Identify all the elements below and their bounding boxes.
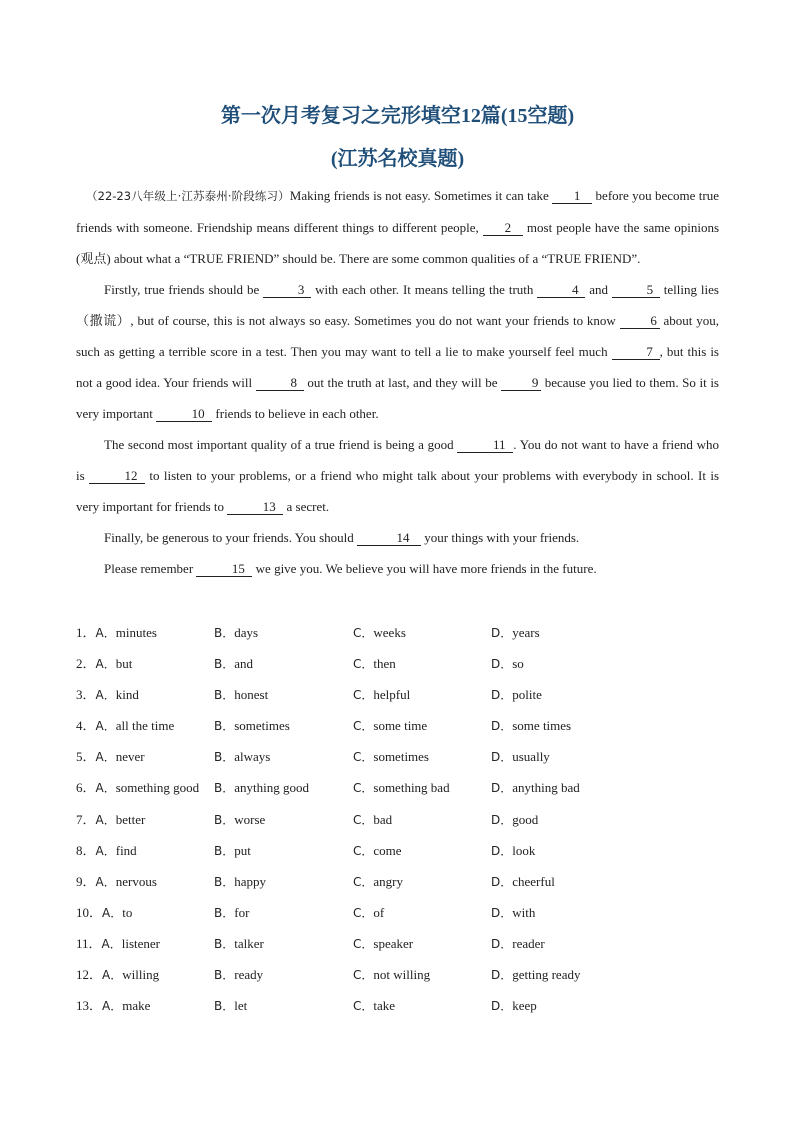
option-letter: C． [353,719,374,734]
option-a[interactable] [76,959,159,991]
option-b[interactable] [214,710,290,742]
option-d[interactable] [491,897,535,929]
question-row [76,617,719,648]
option-text: come [373,842,402,858]
option-text: of [373,904,385,920]
blank-12: 12 [89,468,145,484]
option-text: willing [122,967,160,983]
option-letter: B． [214,781,235,796]
option-c[interactable] [353,990,395,1022]
option-text: getting ready [512,967,581,983]
option-letter: D． [491,936,513,951]
option-letter: C． [353,781,374,796]
option-text: not willing [373,967,431,983]
option-text: then [373,656,396,672]
option-text: keep [512,998,537,1014]
option-letter: D． [491,781,513,796]
option-a[interactable] [76,990,150,1022]
option-d[interactable] [491,617,540,649]
option-letter: C． [353,999,374,1014]
paragraph-2: Firstly, true friends should be 3 with each other. It means telling the truth 4 and 5 telling lies（撒谎）, but of course, this is not always so easy. Sometimes you do not want your friends to know 6 about you, such as getting a terrible score in a test. Then you may want to tell a lie to make yourself feel much 7 , but this is not a good idea. Your friends will 8 out the truth at last, and they will be 9 because you lied to them. So it is very important 10 friends to believe in each other. [76,282,719,421]
option-letter: C． [353,968,374,983]
question-number: 8． [76,842,96,858]
question-number: 4． [76,718,96,734]
question-number: 11． [76,935,102,951]
question-row [76,741,719,772]
option-d[interactable] [491,741,550,773]
option-d[interactable] [491,679,542,711]
option-a[interactable] [76,928,160,960]
question-row [76,959,719,990]
option-letter: A． [101,936,122,951]
paragraph-3: The second most important quality of a true friend is being a good 11 . You do not want to have a friend who is 12 to listen to your problems, or a friend who might talk about your problems with everybody in school. It is very important for friends to 13 a secret. [76,437,720,514]
option-text: speaker [373,935,414,951]
option-c[interactable] [353,741,429,773]
option-letter: B． [214,688,235,703]
option-letter: D． [491,874,513,889]
option-text: honest [234,687,269,703]
option-c[interactable] [353,710,427,742]
option-letter: A． [95,781,116,796]
blank-1: 1 [552,188,592,204]
option-text: always [234,749,271,765]
blank-15: 15 [196,561,252,577]
option-text: usually [512,749,550,765]
option-letter: B． [214,999,235,1014]
option-text: find [115,842,137,858]
option-c[interactable] [353,804,392,836]
option-a[interactable] [76,679,139,711]
page-subtitle: (江苏名校真题) [330,148,465,170]
option-text: polite [512,687,542,703]
option-letter: D． [491,905,513,920]
option-b[interactable] [214,897,249,929]
option-letter: B． [214,936,235,951]
blank-2: 2 [483,220,523,236]
option-text: but [115,656,133,672]
option-d[interactable] [491,866,555,898]
option-a[interactable] [76,710,174,742]
question-row [76,897,719,928]
paragraph-1: （22-23八年级上·江苏泰州·阶段练习）Making friends is not easy. Sometimes it can take 1 before you become true friends with someone. Friendship means different things to different people, 2 most people have the same opinions (观点) about what a “TRUE FRIEND” should be. There are some common qualities of a “TRUE FRIEND”. [76,188,719,266]
option-a[interactable] [76,617,157,649]
option-letter: B． [214,812,235,827]
option-letter: C． [353,657,374,672]
blank-10: 10 [156,406,212,422]
question-row [76,679,719,710]
option-b[interactable] [214,741,270,773]
option-text: worse [234,811,266,827]
option-d[interactable] [491,835,535,867]
option-text: make [122,998,151,1014]
blank-11: 11 [457,437,513,453]
page-title: 第一次月考复习之完形填空12篇(15空题) [220,105,575,127]
question-number: 1． [76,625,96,640]
option-text: kind [115,687,139,703]
question-row [76,710,719,741]
option-b[interactable] [214,772,309,804]
option-letter: B． [214,843,235,858]
blank-4: 4 [537,282,585,298]
option-text: never [115,749,145,765]
option-text: talker [234,935,264,951]
option-text: reader [512,935,545,951]
option-letter: C． [353,874,374,889]
source-label: （22-23八年级上·江苏泰州·阶段练习） [86,189,290,203]
blank-7: 7 [612,344,660,360]
option-text: with [512,904,536,920]
option-letter: D． [491,812,513,827]
option-letter: B． [214,905,235,920]
option-b[interactable] [214,648,253,680]
option-letter: A． [102,905,123,920]
option-text: years [512,625,540,640]
option-letter: B． [214,626,235,640]
option-text: helpful [373,687,411,703]
option-text: so [512,656,524,672]
option-c[interactable] [353,959,430,991]
option-text: some times [512,718,572,734]
option-text: and [234,656,254,672]
option-text: all the time [115,718,175,734]
option-c[interactable] [353,928,413,960]
option-letter: B． [214,719,235,734]
option-text: angry [373,873,403,889]
option-letter: D． [491,688,513,703]
option-text: ready [234,967,264,983]
option-text: to [122,904,133,920]
option-letter: C． [353,905,374,920]
option-d[interactable] [491,959,580,991]
option-letter: C． [353,750,374,765]
option-letter: C． [353,936,374,951]
option-text: look [512,842,536,858]
option-text: anything bad [512,780,580,796]
question-number: 9． [76,873,96,889]
option-b[interactable] [214,928,264,960]
option-text: weeks [373,625,406,640]
question-number: 10． [76,904,103,920]
option-letter: C． [353,843,374,858]
question-number: 2． [76,656,96,672]
option-a[interactable] [76,648,132,680]
question-row [76,928,719,959]
blank-14: 14 [357,530,421,546]
option-letter: D． [491,843,513,858]
option-letter: A． [95,719,116,734]
option-d[interactable] [491,772,580,804]
blank-8: 8 [256,375,304,391]
option-text: nervous [115,873,157,889]
question-row [76,835,719,866]
question-number: 5． [76,749,96,765]
option-letter: A． [102,968,123,983]
option-a[interactable] [76,772,199,804]
option-d[interactable] [491,928,545,960]
option-d[interactable] [491,990,537,1022]
option-b[interactable] [214,617,258,649]
option-letter: D． [491,657,513,672]
option-text: take [373,998,396,1014]
option-b[interactable] [214,959,263,991]
option-c[interactable] [353,897,384,929]
option-letter: A． [102,999,123,1014]
question-number: 6． [76,780,96,796]
option-letter: A． [95,626,116,640]
question-number: 12． [76,967,103,983]
option-d[interactable] [491,710,571,742]
option-text: minutes [115,625,157,640]
blank-6: 6 [620,313,660,329]
option-letter: D． [491,750,513,765]
option-letter: C． [353,688,374,703]
option-text: better [115,811,146,827]
option-letter: A． [95,843,116,858]
option-a[interactable] [76,866,157,898]
question-number: 3． [76,687,96,703]
option-a[interactable] [76,741,145,773]
option-letter: B． [214,874,235,889]
option-c[interactable] [353,835,402,867]
option-letter: C． [353,812,374,827]
option-text: for [234,904,250,920]
question-row [76,866,719,897]
option-b[interactable] [214,804,265,836]
option-letter: D． [491,968,513,983]
option-d[interactable] [491,804,538,836]
option-text: sometimes [373,749,429,765]
answer-options [76,617,719,1021]
option-text: something good [115,780,200,796]
option-text: days [234,625,259,640]
option-text: some time [373,718,428,734]
option-c[interactable] [353,679,410,711]
option-letter: D． [491,999,513,1014]
option-text: put [234,842,251,858]
option-text: happy [234,873,267,889]
blank-5: 5 [612,282,660,298]
cloze-passage [76,180,719,584]
blank-13: 13 [227,499,283,515]
option-c[interactable] [353,772,450,804]
option-text: let [234,998,248,1014]
option-c[interactable] [353,866,403,898]
option-d[interactable] [491,648,524,680]
question-row [76,648,719,679]
option-text: good [512,811,539,827]
option-letter: C． [353,626,374,640]
option-letter: B． [214,750,235,765]
option-text: anything good [234,780,309,796]
option-a[interactable] [76,835,137,867]
option-c[interactable] [353,617,406,649]
option-letter: B． [214,657,235,672]
option-letter: A． [95,812,116,827]
option-b[interactable] [214,990,247,1022]
option-letter: D． [491,719,513,734]
option-letter: A． [95,874,116,889]
option-text: listener [121,935,161,951]
option-a[interactable] [76,897,132,929]
blank-3: 3 [263,282,311,298]
question-row [76,804,719,835]
option-letter: B． [214,968,235,983]
question-number: 13． [76,998,103,1014]
option-letter: A． [95,688,116,703]
option-text: something bad [373,780,450,796]
option-text: sometimes [234,718,290,734]
option-b[interactable] [214,679,268,711]
option-a[interactable] [76,804,145,836]
option-text: cheerful [512,873,555,889]
paragraph-5: Please remember 15 we give you. We believe you will have more friends in the future. [104,561,597,576]
question-row [76,772,719,803]
option-b[interactable] [214,835,251,867]
option-letter: A． [95,657,116,672]
option-b[interactable] [214,866,266,898]
blank-9: 9 [501,375,541,391]
option-text: bad [373,811,393,827]
paragraph-4: Finally, be generous to your friends. You should 14 your things with your friends. [104,530,580,545]
option-c[interactable] [353,648,396,680]
question-row [76,990,719,1021]
option-letter: A． [95,750,116,765]
question-number: 7． [76,811,96,827]
option-letter: D． [491,626,513,640]
